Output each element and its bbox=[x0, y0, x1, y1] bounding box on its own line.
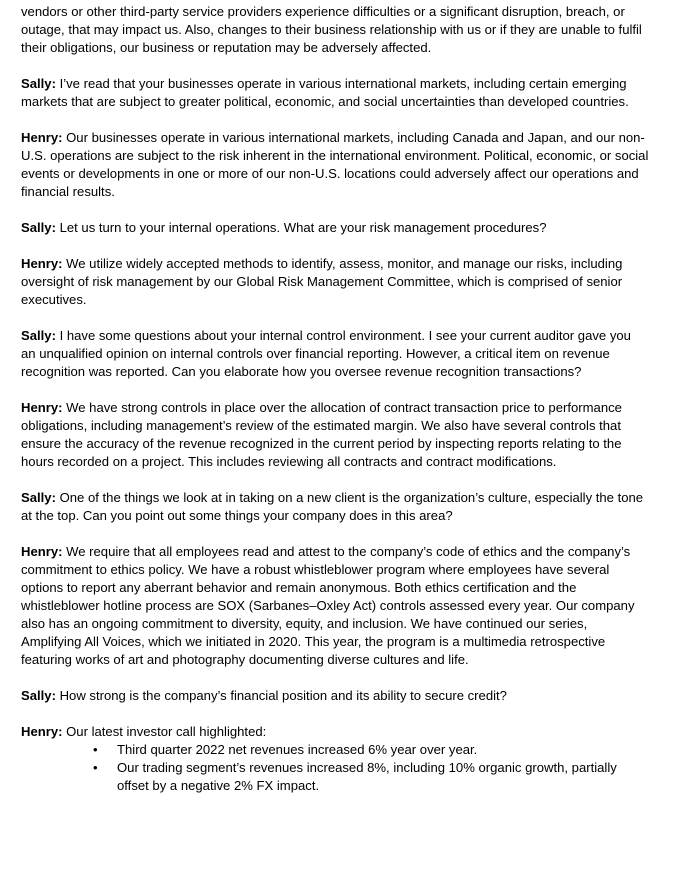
bullet-icon: • bbox=[93, 742, 98, 757]
paragraph-text: vendors or other third-party service providers experience difficulties or a significant disruption, breach, or outage, that may impact us. Also, changes to their business relationship with us or if they are unable to fulfil their obligations, our business or reputation may be adversely affected. bbox=[21, 4, 642, 55]
dialogue-text: We utilize widely accepted methods to identify, assess, monitor, and manage our risks, including oversight of risk management by our Global Risk Management Committee, which is comprised of senior executives. bbox=[21, 256, 623, 307]
speaker-label: Henry: bbox=[21, 724, 63, 739]
document-page bbox=[21, 3, 649, 795]
speaker-label: Henry: bbox=[21, 400, 63, 415]
bullet-text: Our trading segment’s revenues increased 8%, including 10% organic growth, partially offset by a negative 2% FX impact. bbox=[117, 760, 617, 793]
speaker-label: Sally: bbox=[21, 328, 56, 343]
bullet-item bbox=[21, 759, 649, 795]
dialogue-text: Our businesses operate in various international markets, including Canada and Japan, and our non-U.S. operations are subject to the risk inherent in the international environment. Political, economic, or social events or developments in one or more of our non-U.S. locations could adversely affect our operations and financial results. bbox=[21, 130, 649, 199]
dialogue-text: We have strong controls in place over the allocation of contract transaction price to performance obligations, including management’s review of the estimated margin. We also have several controls that ensure the accuracy of the revenue recognized in the current period by inspecting reports relating to the hours recorded on a project. This includes reviewing all contracts and contract modifications. bbox=[21, 400, 622, 469]
dialogue-text: How strong is the company’s financial position and its ability to secure credit? bbox=[55, 688, 507, 703]
speaker-label: Sally: bbox=[21, 220, 56, 235]
bullet-item bbox=[21, 741, 649, 759]
dialogue-paragraph bbox=[21, 489, 649, 525]
dialogue-paragraph bbox=[21, 687, 649, 705]
dialogue-text: One of the things we look at in taking on a new client is the organization’s culture, especially the tone at the top. Can you point out some things your company does in this area? bbox=[21, 490, 644, 523]
speaker-label: Henry: bbox=[21, 544, 63, 559]
bullet-icon: • bbox=[93, 760, 98, 775]
bullet-text: Third quarter 2022 net revenues increased 6% year over year. bbox=[117, 742, 478, 757]
dialogue-text: Let us turn to your internal operations. What are your risk management procedures? bbox=[55, 220, 547, 235]
dialogue-text: We require that all employees read and attest to the company’s code of ethics and the company’s commitment to ethics policy. We have a robust whistleblower program where employees have several options to report any aberrant behavior and remain anonymous. Both ethics certification and the whistleblower hotline process are SOX (Sarbanes–Oxley Act) controls assessed every year. Our company also has an ongoing commitment to diversity, equity, and inclusion. We have continued our series, Amplifying All Voices, which we initiated in 2020. This year, the program is a multimedia retrospective featuring works of art and photography documenting diverse cultures and life. bbox=[21, 544, 635, 667]
dialogue-text: I’ve read that your businesses operate in various international markets, including certain emerging markets that are subject to greater political, economic, and social uncertainties than developed countries. bbox=[21, 76, 629, 109]
dialogue-paragraph bbox=[21, 75, 649, 111]
speaker-label: Sally: bbox=[21, 688, 56, 703]
dialogue-paragraph bbox=[21, 219, 649, 237]
bullet-list bbox=[21, 741, 649, 795]
dialogue-paragraph bbox=[21, 255, 649, 309]
dialogue-paragraph bbox=[21, 129, 649, 201]
dialogue-text: Our latest investor call highlighted: bbox=[62, 724, 267, 739]
paragraph-continuation bbox=[21, 3, 649, 57]
dialogue-paragraph bbox=[21, 327, 649, 381]
dialogue-text: I have some questions about your internal control environment. I see your current auditor gave you an unqualified opinion on internal controls over financial reporting. However, a critical item on revenue recognition was reported. Can you elaborate how you oversee revenue recognition transactions? bbox=[21, 328, 631, 379]
speaker-label: Sally: bbox=[21, 76, 56, 91]
speaker-label: Sally: bbox=[21, 490, 56, 505]
speaker-label: Henry: bbox=[21, 130, 63, 145]
dialogue-paragraph bbox=[21, 543, 649, 669]
dialogue-paragraph bbox=[21, 399, 649, 471]
dialogue-paragraph bbox=[21, 723, 649, 741]
speaker-label: Henry: bbox=[21, 256, 63, 271]
